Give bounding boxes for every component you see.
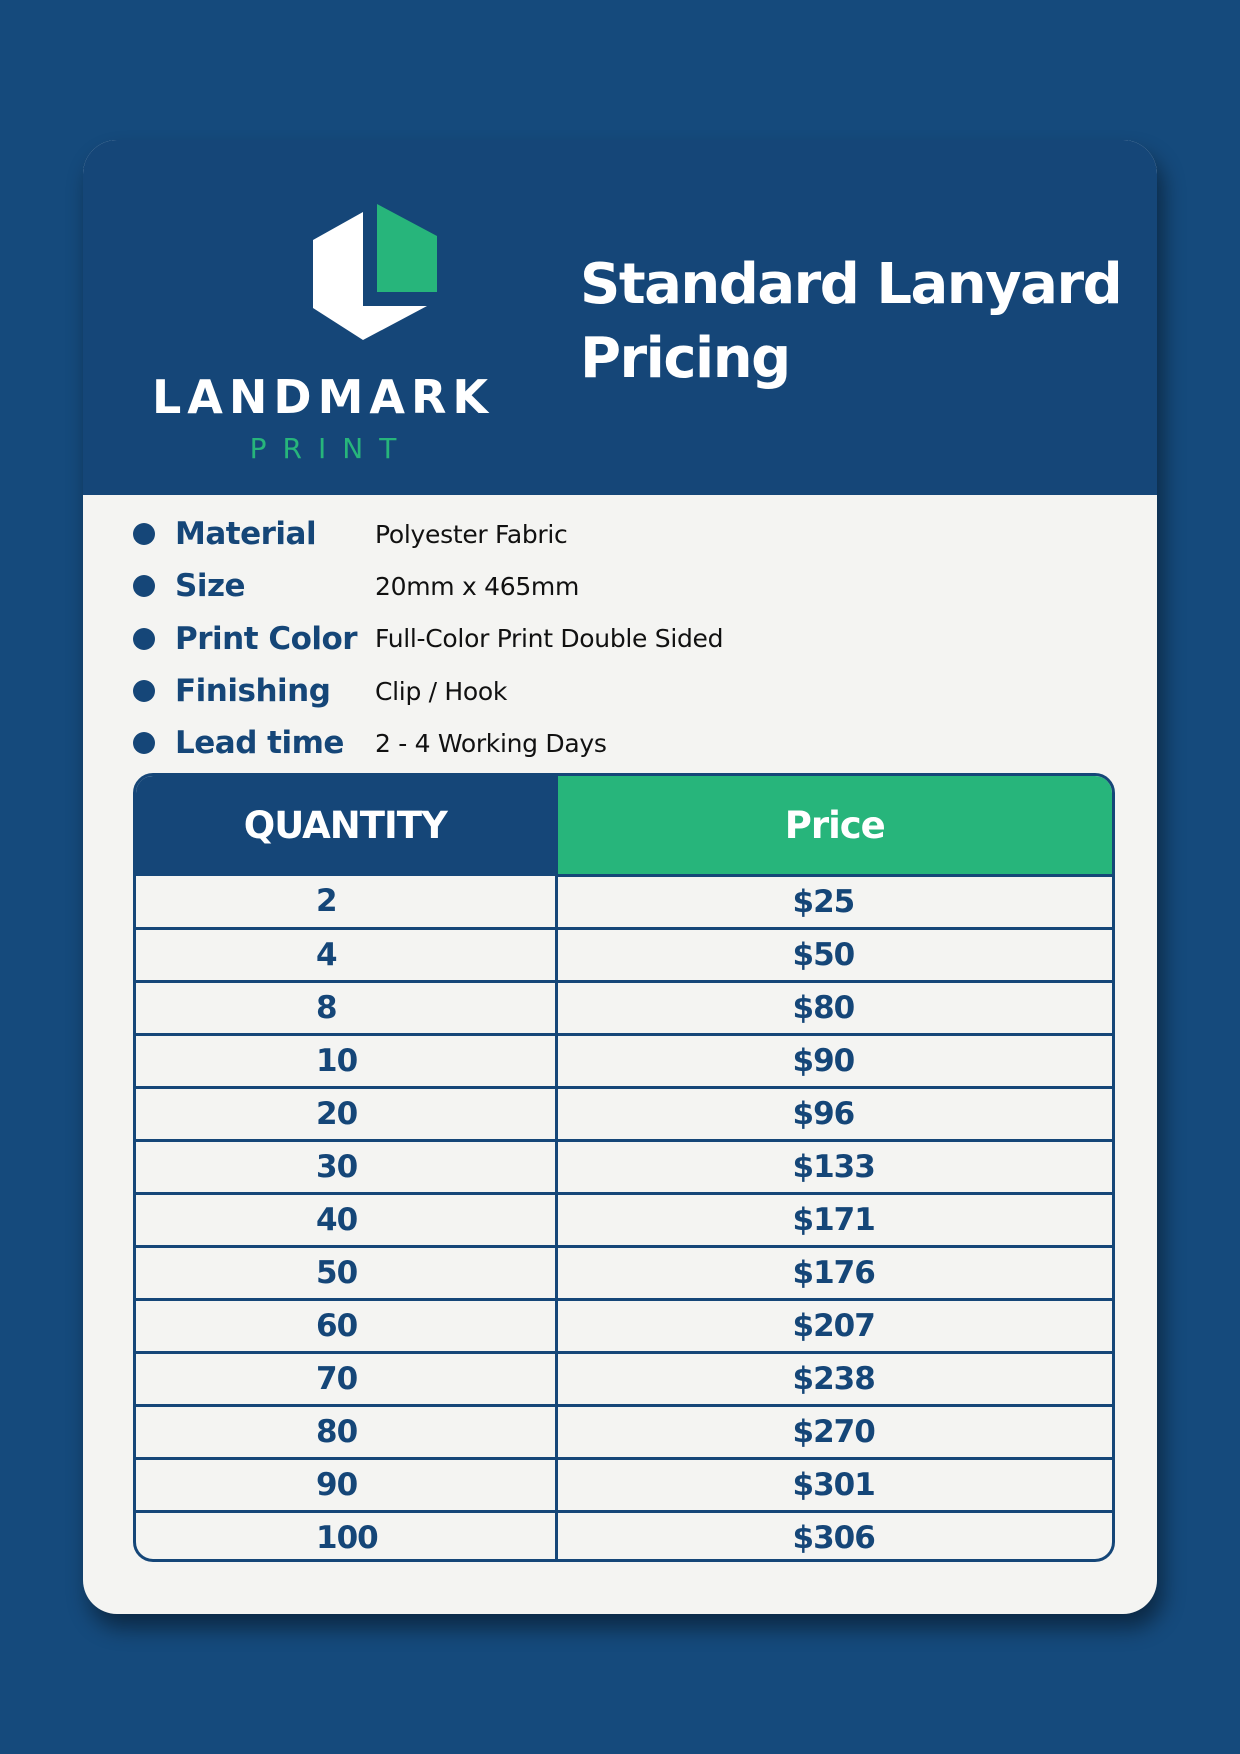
card-header xyxy=(83,140,1157,495)
price-cell: $90 xyxy=(556,1035,1112,1088)
spec-value: Polyester Fabric xyxy=(375,519,568,549)
brand-subtitle: PRINT xyxy=(249,432,413,465)
pricing-card xyxy=(83,140,1157,1614)
price-cell: $176 xyxy=(556,1247,1112,1300)
quantity-cell: 80 xyxy=(136,1406,556,1459)
table-row xyxy=(136,1088,1112,1141)
column-header-quantity: QUANTITY xyxy=(136,776,556,876)
quantity-cell: 90 xyxy=(136,1459,556,1512)
title-line-1: Standard Lanyard xyxy=(580,252,1122,317)
brand-name: LANDMARK xyxy=(151,370,495,424)
landmark-logo-icon xyxy=(297,200,437,360)
price-cell: $301 xyxy=(556,1459,1112,1512)
spec-row-material xyxy=(133,508,1113,560)
bullet-icon xyxy=(133,732,155,754)
spec-row-print-color xyxy=(133,613,1113,665)
brand-logo xyxy=(143,200,503,470)
quantity-cell: 20 xyxy=(136,1088,556,1141)
table-row xyxy=(136,1512,1112,1563)
table-row xyxy=(136,1247,1112,1300)
price-cell: $96 xyxy=(556,1088,1112,1141)
quantity-cell: 40 xyxy=(136,1194,556,1247)
price-cell: $25 xyxy=(556,876,1112,929)
price-cell: $270 xyxy=(556,1406,1112,1459)
title-line-2: Pricing xyxy=(580,326,790,391)
bullet-icon xyxy=(133,680,155,702)
table-row xyxy=(136,982,1112,1035)
table-row xyxy=(136,1141,1112,1194)
price-cell: $207 xyxy=(556,1300,1112,1353)
spec-list xyxy=(133,508,1113,769)
spec-label: Material xyxy=(175,516,317,553)
bullet-icon xyxy=(133,628,155,650)
quantity-cell: 10 xyxy=(136,1035,556,1088)
quantity-cell: 50 xyxy=(136,1247,556,1300)
price-cell: $238 xyxy=(556,1353,1112,1406)
spec-label: Print Color xyxy=(175,620,358,657)
price-cell: $171 xyxy=(556,1194,1112,1247)
quantity-cell: 8 xyxy=(136,982,556,1035)
table-row xyxy=(136,1406,1112,1459)
quantity-cell: 2 xyxy=(316,883,337,920)
bullet-icon xyxy=(133,523,155,545)
spec-row-finishing xyxy=(133,665,1113,717)
quantity-cell: 60 xyxy=(136,1300,556,1353)
spec-value: 2 - 4 Working Days xyxy=(375,728,607,758)
page-title xyxy=(580,248,1140,396)
bullet-icon xyxy=(133,575,155,597)
spec-label: Size xyxy=(175,568,246,605)
table-header-row xyxy=(136,776,1112,876)
quantity-cell: 4 xyxy=(136,929,556,982)
quantity-cell: 70 xyxy=(136,1353,556,1406)
spec-label: Finishing xyxy=(175,673,331,710)
table-row xyxy=(136,876,1112,929)
spec-value: 20mm x 465mm xyxy=(375,571,580,601)
quantity-cell: 100 xyxy=(136,1512,556,1563)
price-cell: $133 xyxy=(556,1141,1112,1194)
quantity-cell: 30 xyxy=(136,1141,556,1194)
table-row xyxy=(136,1459,1112,1512)
table-row xyxy=(136,929,1112,982)
spec-label: Lead time xyxy=(175,725,344,762)
column-header-price: Price xyxy=(556,776,1112,876)
table-row xyxy=(136,1194,1112,1247)
pricing-table xyxy=(133,773,1115,1562)
spec-value: Full-Color Print Double Sided xyxy=(375,624,724,654)
price-cell: $306 xyxy=(556,1512,1112,1563)
price-cell: $80 xyxy=(556,982,1112,1035)
table-row xyxy=(136,1353,1112,1406)
spec-row-lead-time xyxy=(133,717,1113,769)
spec-value: Clip / Hook xyxy=(375,676,508,706)
price-cell: $50 xyxy=(556,929,1112,982)
table-row xyxy=(136,1035,1112,1088)
pricing-table-grid xyxy=(136,776,1112,1562)
spec-row-size xyxy=(133,560,1113,612)
table-row xyxy=(136,1300,1112,1353)
